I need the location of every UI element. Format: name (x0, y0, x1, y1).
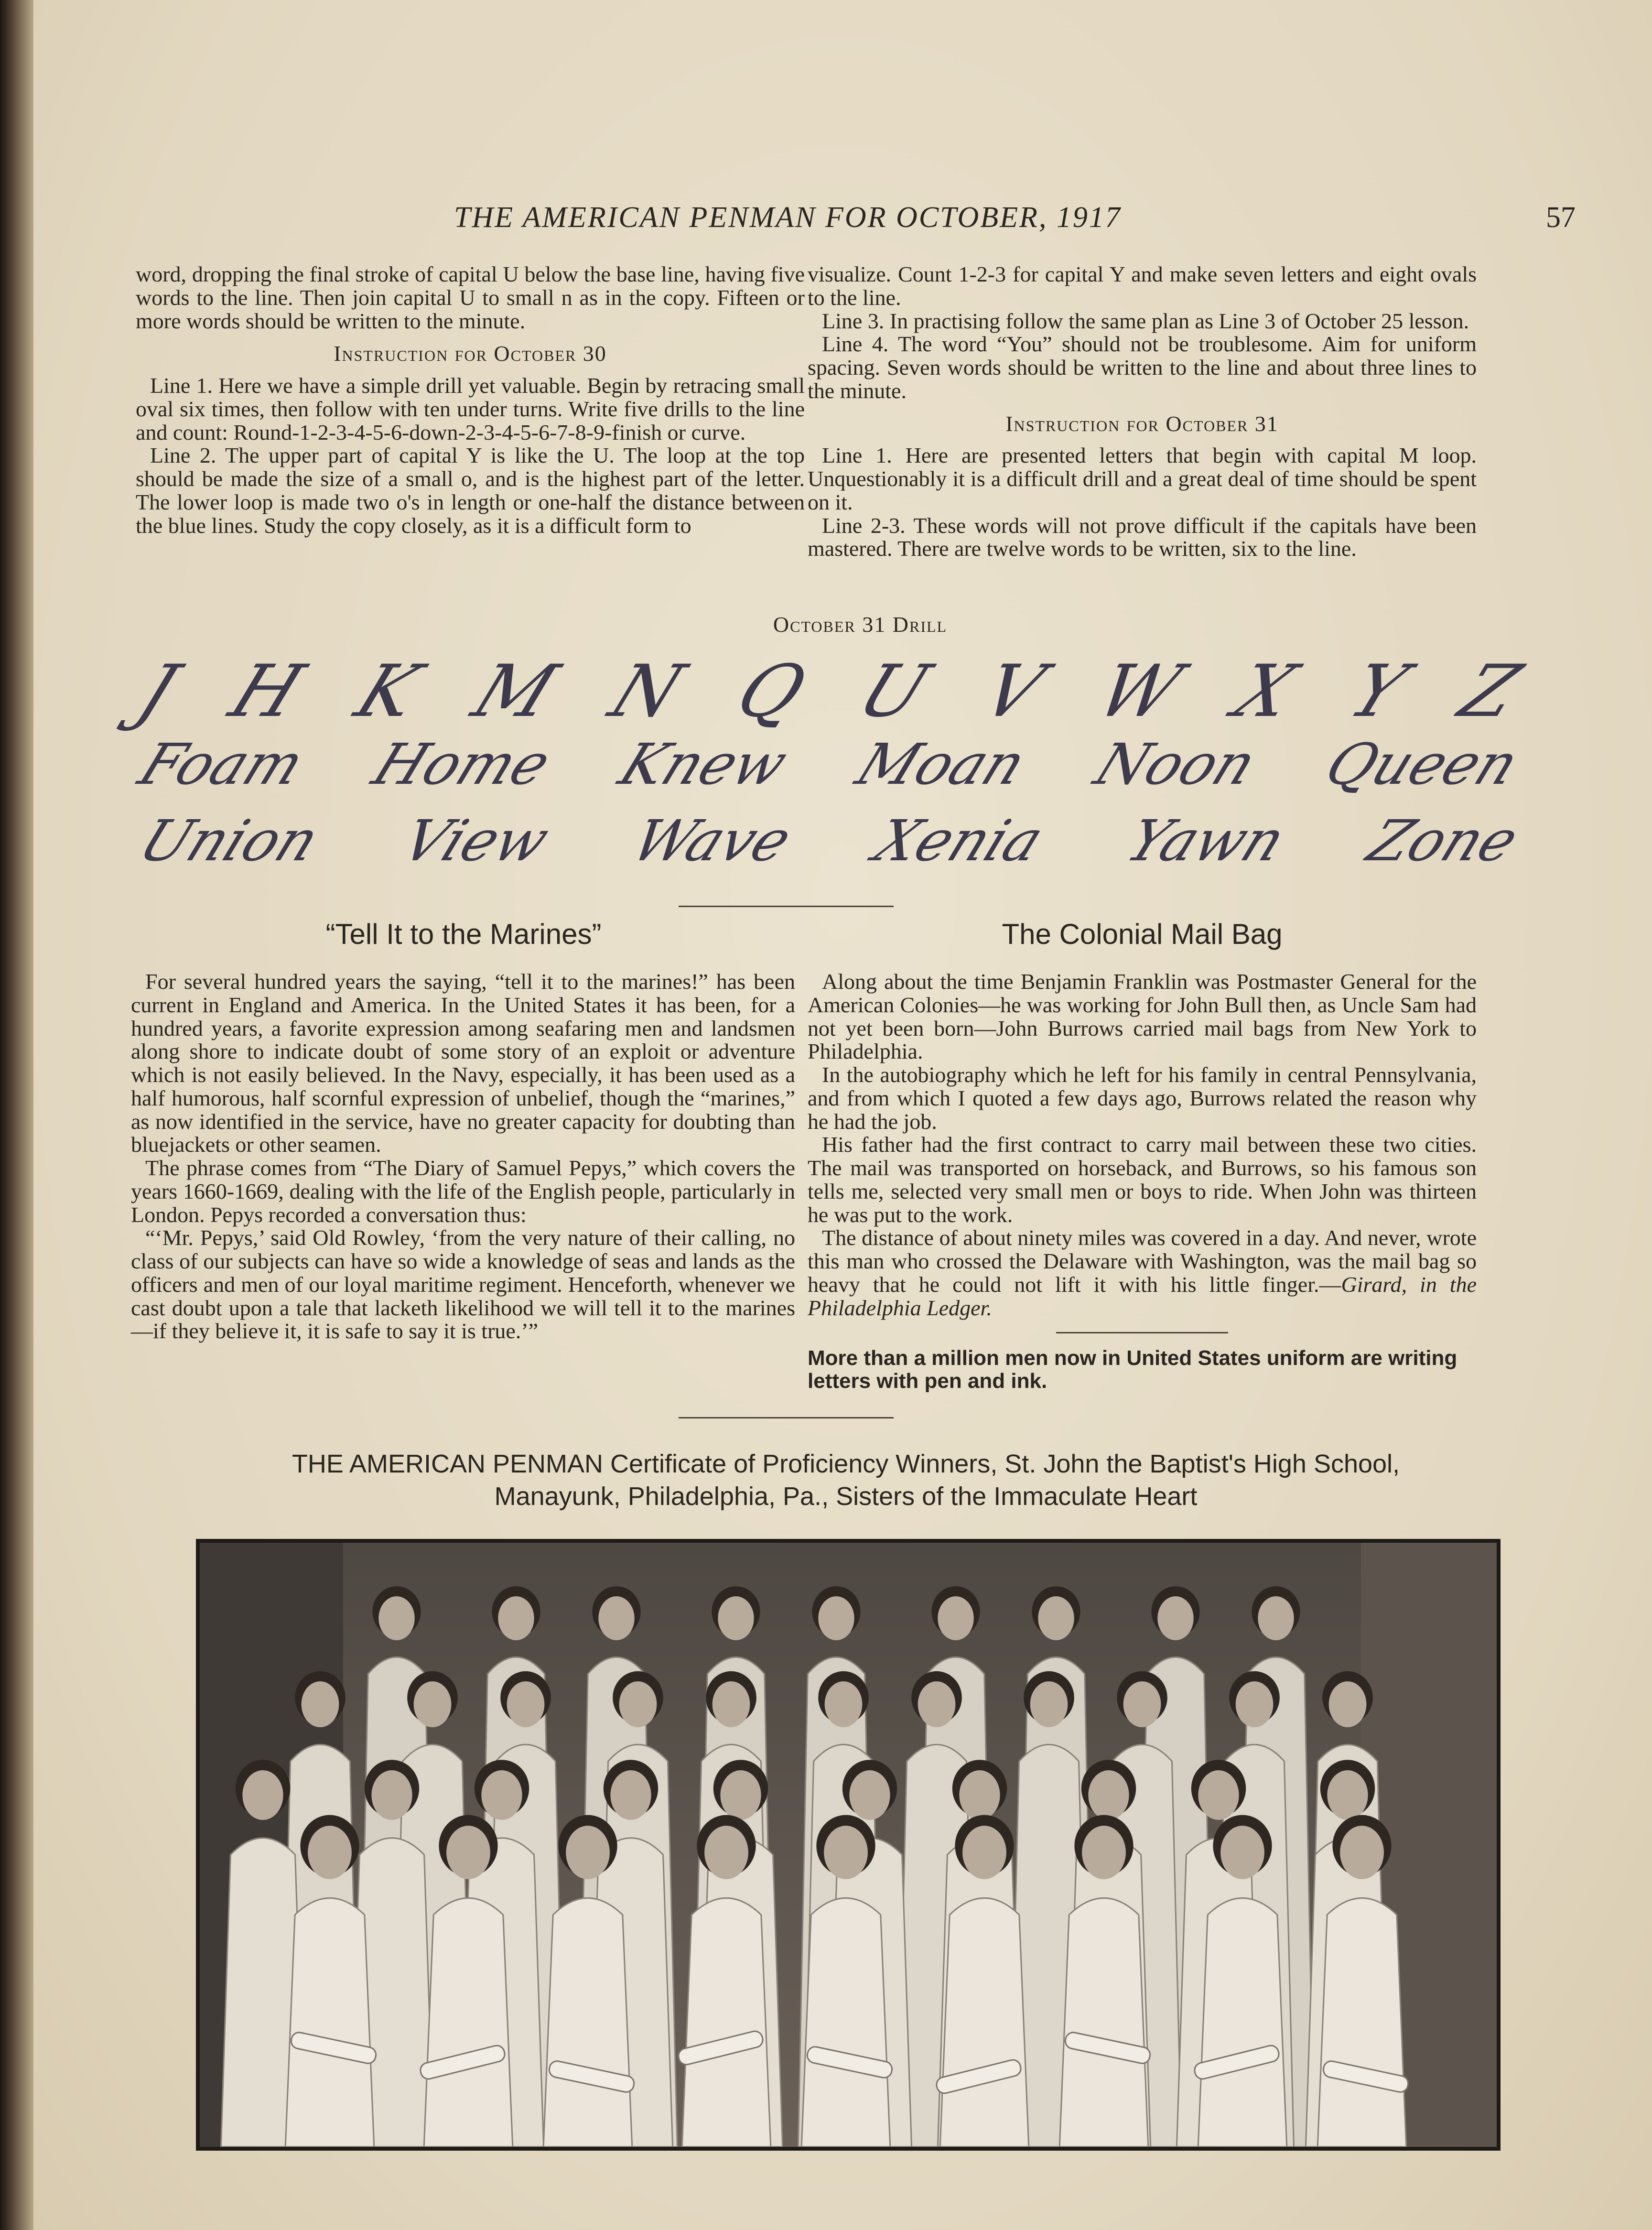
student-figure (543, 1898, 632, 2147)
student-face (242, 1770, 283, 1820)
student-face (1236, 1681, 1274, 1727)
script-capital-letter: N (598, 650, 695, 733)
bold-note: More than a million men now in United States uniform are writing letters with pen and ink. (808, 1346, 1458, 1393)
script-capital-letter: W (1086, 650, 1193, 733)
student-face (718, 1596, 754, 1640)
student-face (959, 1770, 1000, 1820)
paragraph: Line 1. Here are presented letters that begin with capital M loop. Unquestionably it is a difficult drill and a great deal of time should be spent on it. (808, 443, 1477, 514)
script-capital-letter: X (1223, 650, 1308, 733)
student-face (1082, 1826, 1126, 1879)
script-capital-letter: V (971, 650, 1056, 733)
paragraph: For several hundred years the saying, “tell it to the marines!” has been current in England and America. In the United States it has been, for a hundred years, a favorite expression among seafaring men and landsmen along shore to indicate doubt of some story of an exploit or adventure which is not easily believed. In the Navy, especially, it has been used as a half humorous, half scornful expression of unbelief, though the “marines,” as now identified in the service, have no greater capacity for doubting than bluejackets or other seamen. (131, 969, 795, 1157)
student-face (818, 1596, 854, 1640)
paragraph: Line 2-3. These words will not prove difficult if the capitals have been mastered. There are twelve words to be written, six to the line. (808, 513, 1477, 561)
script-word: Noon (1085, 731, 1266, 797)
script-capital-letter: K (345, 650, 432, 733)
student-face (1198, 1770, 1239, 1820)
student-face (1157, 1596, 1193, 1640)
drill-heading: October 31 Drill (773, 612, 948, 637)
student-figure (285, 1898, 374, 2147)
source-credit: Girard, in the Philadelphia Ledger. (808, 1272, 1477, 1320)
student-face (1258, 1596, 1294, 1640)
paragraph: visualize. Count 1-2-3 for capital Y and make seven letters and eight ovals to the line. (808, 262, 1477, 310)
student-face (610, 1770, 651, 1820)
student-face (825, 1681, 863, 1727)
student-face (1329, 1681, 1367, 1727)
student-face (962, 1826, 1006, 1879)
student-face (1327, 1770, 1368, 1820)
student-face (720, 1770, 761, 1820)
script-word: Xenia (865, 808, 1054, 874)
subheading-oct-30: Instruction for October 30 (334, 341, 607, 366)
divider-rule (679, 906, 894, 907)
student-face (824, 1826, 868, 1879)
running-header: THE AMERICAN PENMAN FOR OCTOBER, 1917 (454, 201, 1122, 234)
script-word: Wave (622, 808, 801, 874)
student-figure (1317, 1898, 1406, 2147)
script-capital-letter: M (462, 650, 569, 733)
student-face (481, 1770, 522, 1820)
script-capital-letter: J (126, 650, 189, 733)
script-word: Union (130, 808, 329, 874)
student-face (619, 1681, 657, 1727)
student-face (371, 1770, 412, 1820)
student-face (308, 1826, 352, 1879)
paragraph: Along about the time Benjamin Franklin was Postmaster General for the American Colonies—he was working for John Bull then, as Uncle Sam had not yet been born—John Burrows carried mail bags from New York to Philadelphia. (808, 969, 1477, 1064)
student-face (1038, 1596, 1074, 1640)
student-figure (682, 1898, 771, 2147)
marines-article-body (131, 970, 795, 1343)
student-figure (424, 1898, 513, 2147)
student-face (918, 1681, 956, 1727)
divider-rule (679, 1417, 894, 1418)
short-rule (1056, 1332, 1228, 1333)
photo-caption (215, 1448, 1477, 1513)
student-face (378, 1596, 414, 1640)
paragraph: Line 1. Here we have a simple drill yet valuable. Begin by retracing small oval six times, then follow with ten under turns. Write five drills to the line and count: Round-1-2-3-4-5-6-down-2-3-4-5-6-7-8-9-finish or curve. (136, 373, 805, 444)
drill-words-line-1 (130, 731, 1528, 797)
student-face (498, 1596, 534, 1640)
script-word: Zone (1359, 808, 1528, 874)
script-word: Home (364, 731, 561, 797)
photo-illustration (200, 1543, 1497, 2147)
caption-line-2: Manayunk, Philadelphia, Pa., Sisters of the Immaculate Heart (494, 1482, 1198, 1511)
script-capital-letter: H (218, 650, 315, 733)
script-word: Knew (610, 731, 798, 797)
student-face (1030, 1681, 1068, 1727)
paragraph (808, 1226, 1477, 1320)
drill-capital-letters (126, 650, 1532, 733)
student-face (566, 1826, 610, 1879)
student-face (704, 1826, 748, 1879)
paragraph: Line 4. The word “You” should not be troublesome. Aim for uniform spacing. Seven words should be written to the line and about three lines to the minute. (808, 332, 1477, 403)
left-top-column (136, 263, 805, 537)
right-top-column (808, 263, 1477, 561)
drill-words-line-2 (130, 808, 1528, 874)
mailbag-article-body (808, 970, 1477, 1392)
student-face (849, 1770, 890, 1820)
paragraph: Line 3. In practising follow the same plan as Line 3 of October 25 lesson. (822, 308, 1469, 333)
student-face (1340, 1826, 1384, 1879)
script-capital-letter: Z (1448, 650, 1532, 733)
student-figure (801, 1898, 890, 2147)
group-photograph (196, 1539, 1501, 2151)
script-capital-letter: Q (724, 650, 817, 733)
paragraph: The phrase comes from “The Diary of Samuel Pepys,” which covers the years 1660-1669, dealing with the life of the English people, particularly in London. Pepys recorded a conversation thus: (131, 1156, 795, 1227)
student-face (446, 1826, 490, 1879)
script-word: Yawn (1117, 808, 1295, 874)
student-face (598, 1596, 634, 1640)
book-binding (0, 0, 33, 2230)
paragraph: “‘Mr. Pepys,’ said Old Rowley, ‘from the very nature of their calling, no class of our subjects can have so wide a knowledge of seas and lands as the officers and men of our loyal maritime regiment. Henceforth, whenever we cast doubt upon a tale that lacketh likelihood we will tell it to the marines—if they believe it, it is safe to say it is true.’” (131, 1225, 795, 1343)
student-face (1088, 1770, 1129, 1820)
student-face (938, 1596, 973, 1640)
subheading-oct-31: Instruction for October 31 (1005, 411, 1279, 436)
student-figure (1198, 1898, 1287, 2147)
student-face (507, 1681, 545, 1727)
paragraph: Line 2. The upper part of capital Y is like the U. The loop at the top should be made the size of a small o, and is the highest part of the letter. The lower loop is made two o's in length or one-half the distance between the blue lines. Study the copy closely, as it is a difficult form to (136, 443, 805, 538)
script-word: View (392, 808, 559, 874)
script-word: Queen (1316, 731, 1528, 797)
script-capital-letter: U (847, 650, 941, 733)
paragraph-text: The distance of about ninety miles was covered in a day. And never, wrote this man who crossed the Delaware with Washington, was the mail bag so heavy that he could not lift it with his little finger.— (808, 1225, 1477, 1297)
marines-article-title: “Tell It to the Marines” (325, 918, 602, 950)
script-capital-letter: Y (1337, 650, 1419, 733)
student-figure (1059, 1898, 1148, 2147)
mailbag-article-title: The Colonial Mail Bag (1002, 918, 1283, 950)
script-word: Moan (847, 731, 1036, 797)
student-face (1220, 1826, 1264, 1879)
paragraph: In the autobiography which he left for his family in central Pennsylvania, and from which I quoted a few days ago, Burrows related the reason why he had the job. (808, 1062, 1477, 1134)
student-face (713, 1681, 750, 1727)
paragraph: word, dropping the final stroke of capital U below the base line, having five words to the line. Then join capital U to small n as in the copy. Fifteen or more words should be written to the minute. (136, 262, 805, 333)
student-face (302, 1681, 339, 1727)
student-figure (940, 1898, 1029, 2147)
student-face (1123, 1681, 1161, 1727)
magazine-page (33, 0, 1652, 2230)
paragraph: His father had the first contract to carry mail between these two cities. The mail was transported on horseback, and Burrows, so his famous son tells me, selected very small men or boys to ride. When John was thirteen he was put to the work. (808, 1132, 1477, 1227)
page-number: 57 (1546, 201, 1576, 234)
caption-line-1: THE AMERICAN PENMAN Certificate of Proficiency Winners, St. John the Baptist's High School, (292, 1450, 1400, 1478)
script-word: Foam (130, 731, 314, 797)
student-face (414, 1681, 452, 1727)
